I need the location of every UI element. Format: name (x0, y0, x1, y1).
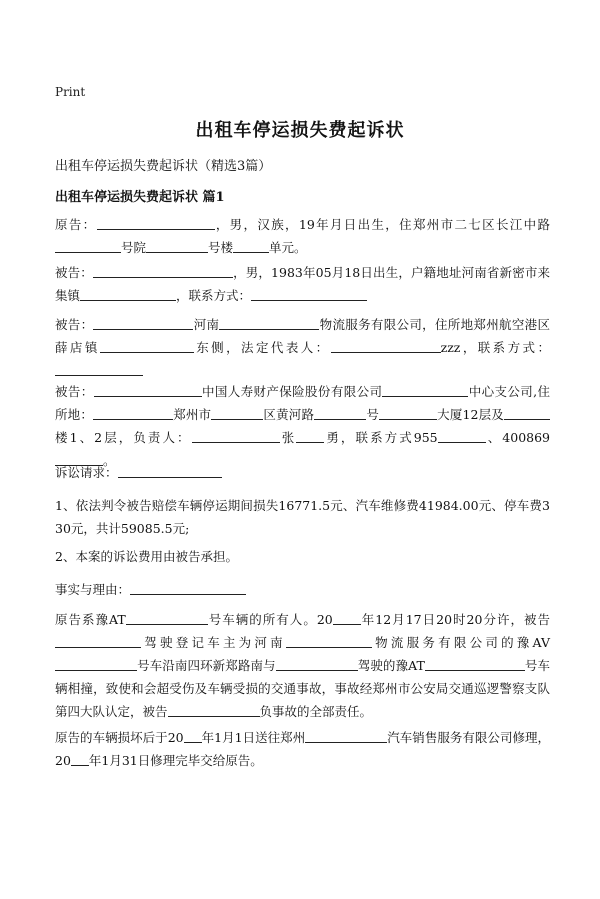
defendant3-text-2: 中心支公司,住所地： (55, 384, 550, 422)
facts-text-11: 年1月1日送往郑州 (201, 730, 306, 745)
blank-line (118, 465, 222, 478)
facts-text-2: 号车辆的所有人。20 (207, 612, 333, 627)
facts-text-6: 号车沿南四环新郑路南与 (137, 658, 276, 673)
blank-line (276, 658, 358, 671)
facts-paragraph-1 (55, 608, 550, 723)
blank-line (219, 317, 319, 330)
facts-paragraph-2 (55, 726, 550, 772)
defendant1-text-1: ，男，1983年05月18日出生，户籍地址河南省新密市来集镇 (55, 265, 550, 303)
defendant3-text-1: 中国人寿财产保险股份有限公司 (201, 384, 383, 399)
defendant1-label: 被告： (55, 265, 93, 280)
blank-line (55, 635, 141, 648)
blank-line (251, 288, 367, 301)
blank-line (504, 407, 550, 420)
blank-line (286, 635, 372, 648)
defendant1-text-2: ，联系方式： (176, 288, 252, 303)
claims-label: 诉讼请求： (55, 465, 118, 480)
blank-line (55, 363, 143, 376)
defendant2-text-3: 东侧，法定代表人： (193, 340, 331, 355)
facts-heading (55, 578, 550, 601)
facts-text-4: 驾驶登记车主为河南 (141, 635, 286, 650)
plaintiff-label: 原告： (55, 217, 97, 232)
defendant2-text-1: 河南 (193, 317, 220, 332)
facts-text-7: 驾驶的豫AT (357, 658, 425, 673)
facts-text-10: 原告的车辆损坏后于20 (55, 730, 184, 745)
defendant3-text-5: 号 (366, 407, 379, 422)
claims-item-1: 1、依法判令被告赔偿车辆停运期间损失16771.5元、汽车维修费41984.00元、停车费330元，共计59085.5元; (55, 498, 550, 536)
blank-line (55, 240, 121, 253)
plaintiff-text-4: 单元。 (269, 240, 307, 255)
blank-line (331, 340, 441, 353)
blank-line (93, 407, 173, 420)
defendant3-text-11: 。 (103, 453, 116, 468)
blank-line (382, 384, 468, 397)
blank-line (71, 753, 89, 766)
claims-item-2: 2、本案的诉讼费用由被告承担。 (55, 549, 238, 564)
facts-text-5: 物流服务有限公司的豫AV (371, 635, 550, 650)
blank-line (93, 317, 193, 330)
blank-line (80, 288, 176, 301)
plaintiff-text-1: ，男，汉族，19年月日出生，住郑州市二七区长江中路 (214, 217, 550, 232)
plaintiff-text-3: 号楼 (208, 240, 234, 255)
blank-line (93, 265, 233, 278)
blank-line (126, 612, 208, 625)
blank-line (211, 407, 263, 420)
facts-text-1: 原告系豫AT (55, 612, 126, 627)
blank-line (97, 217, 215, 230)
section-heading: 出租车停运损失费起诉状 篇1 (55, 190, 225, 205)
plaintiff-text-2: 号院 (121, 240, 147, 255)
defendant1-paragraph (55, 261, 550, 307)
defendant2-label: 被告： (55, 317, 94, 332)
facts-text-13: 年1月31日修理完毕交给原告。 (88, 753, 263, 768)
blank-line (184, 730, 202, 743)
document-subtitle: 出租车停运损失费起诉状（精选3篇） (55, 159, 272, 174)
defendant3-text-9: 勇，联系方式955 (324, 430, 438, 445)
blank-line (305, 730, 387, 743)
blank-line (333, 612, 361, 625)
blank-line (130, 582, 246, 595)
blank-line (100, 340, 194, 353)
defendant3-text-6: 大厦12层及 (437, 407, 504, 422)
blank-line (168, 704, 260, 717)
facts-text-12: 汽车销售服务有限公司修理，20 (55, 730, 551, 768)
defendant3-paragraph (55, 380, 550, 472)
blank-line (192, 430, 280, 443)
defendant3-text-4: 区黄河路 (263, 407, 315, 422)
blank-line (233, 240, 269, 253)
defendant3-label: 被告： (55, 384, 94, 399)
facts-text-3: 年12月17日20时20分许，被告 (360, 612, 551, 627)
defendant3-text-10: 、400869 (485, 430, 551, 445)
plaintiff-paragraph (55, 213, 550, 259)
facts-text-9: 负事故的全部责任。 (259, 704, 373, 719)
facts-text-8: 号车辆相撞，致使和会超受伤及车辆受损的交通事故，事故经郑州市公安局交通巡逻警察支队第四大队认定，被告 (55, 658, 550, 719)
defendant2-text-2: 物流服务有限公司，住所地郑州航空港区薛店镇 (55, 317, 550, 355)
defendant3-text-7: 楼1、2层，负责人： (55, 430, 192, 445)
defendant2-text-4: zzz，联系方式： (440, 340, 550, 355)
blank-line (425, 658, 525, 671)
blank-line (146, 240, 208, 253)
blank-line (314, 407, 366, 420)
blank-line (379, 407, 437, 420)
blank-line (296, 430, 324, 443)
print-label: Print (55, 85, 86, 99)
defendant3-text-3: 郑州市 (173, 407, 212, 422)
document-title: 出租车停运损失费起诉状 (195, 120, 405, 141)
blank-line (438, 430, 486, 443)
blank-line (55, 658, 137, 671)
defendant2-paragraph (55, 313, 550, 382)
claims-heading (55, 461, 550, 484)
facts-label: 事实与理由： (55, 582, 131, 597)
defendant3-text-8: 张 (279, 430, 297, 445)
blank-line (94, 384, 202, 397)
